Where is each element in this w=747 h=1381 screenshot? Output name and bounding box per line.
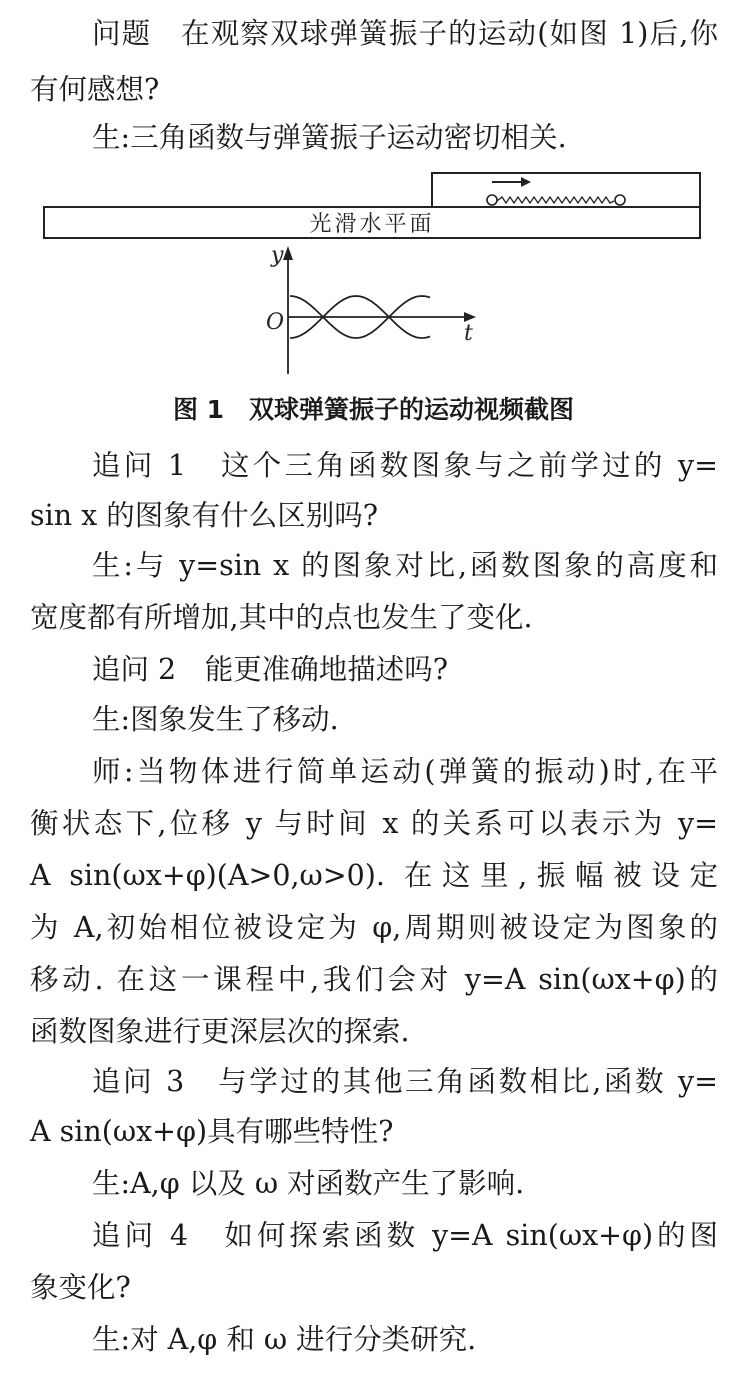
text-line: 师:当物体进行简单运动(弹簧的振动)时,在平 [92, 755, 718, 788]
spring-coil [497, 197, 614, 203]
text-line: 追问 3 与学过的其他三角函数相比,函数 y= [92, 1065, 718, 1098]
figure-caption: 图 1 双球弹簧振子的运动视频截图 [172, 395, 575, 424]
text-line: 生:图象发生了移动. [92, 703, 339, 736]
track-box [432, 173, 700, 207]
y-axis-label: y [271, 243, 284, 268]
text-line: sin x 的图象有什么区别吗? [30, 499, 379, 532]
spring-oscillator-figure [0, 0, 747, 390]
origin-label: O [266, 310, 285, 335]
text-line: 生:A,φ 以及 ω 对函数产生了影响. [92, 1167, 525, 1200]
text-line: 函数图象进行更深层次的探索. [30, 1015, 410, 1048]
surface-label: 光滑水平面 [309, 212, 435, 237]
text-line: 象变化? [30, 1271, 131, 1304]
text-line: 生:对 A,φ 和 ω 进行分类研究. [92, 1323, 477, 1356]
text-line: 移动. 在这一课程中,我们会对 y=A sin(ωx+φ)的 [30, 963, 718, 996]
y-axis-arrow [283, 246, 293, 260]
text-line: 追问 1 这个三角函数图象与之前学过的 y= [92, 449, 718, 482]
text-line: A sin(ωx+φ)(A>0,ω>0). 在这里,振幅被设定 [30, 859, 718, 892]
text-line: 生:与 y=sin x 的图象对比,函数图象的高度和 [92, 549, 718, 582]
text-line: 有何感想? [30, 73, 160, 106]
text-line: 为 A,初始相位被设定为 φ,周期则被设定为图象的 [30, 911, 718, 944]
ball-left [487, 195, 497, 205]
ball-right [615, 195, 625, 205]
text-line: 问题 在观察双球弹簧振子的运动(如图 1)后,你 [92, 17, 718, 50]
text-line: 宽度都有所增加,其中的点也发生了变化. [30, 601, 533, 634]
t-axis-label: t [464, 321, 473, 346]
text-line: 衡状态下,位移 y 与时间 x 的关系可以表示为 y= [30, 807, 718, 840]
text-line: 追问 4 如何探索函数 y=A sin(ωx+φ)的图 [92, 1219, 718, 1252]
text-line: 生:三角函数与弹簧振子运动密切相关. [92, 121, 567, 154]
motion-arrow-head [521, 177, 531, 187]
text-line: A sin(ωx+φ)具有哪些特性? [30, 1115, 394, 1148]
text-line: 追问 2 能更准确地描述吗? [92, 653, 448, 686]
